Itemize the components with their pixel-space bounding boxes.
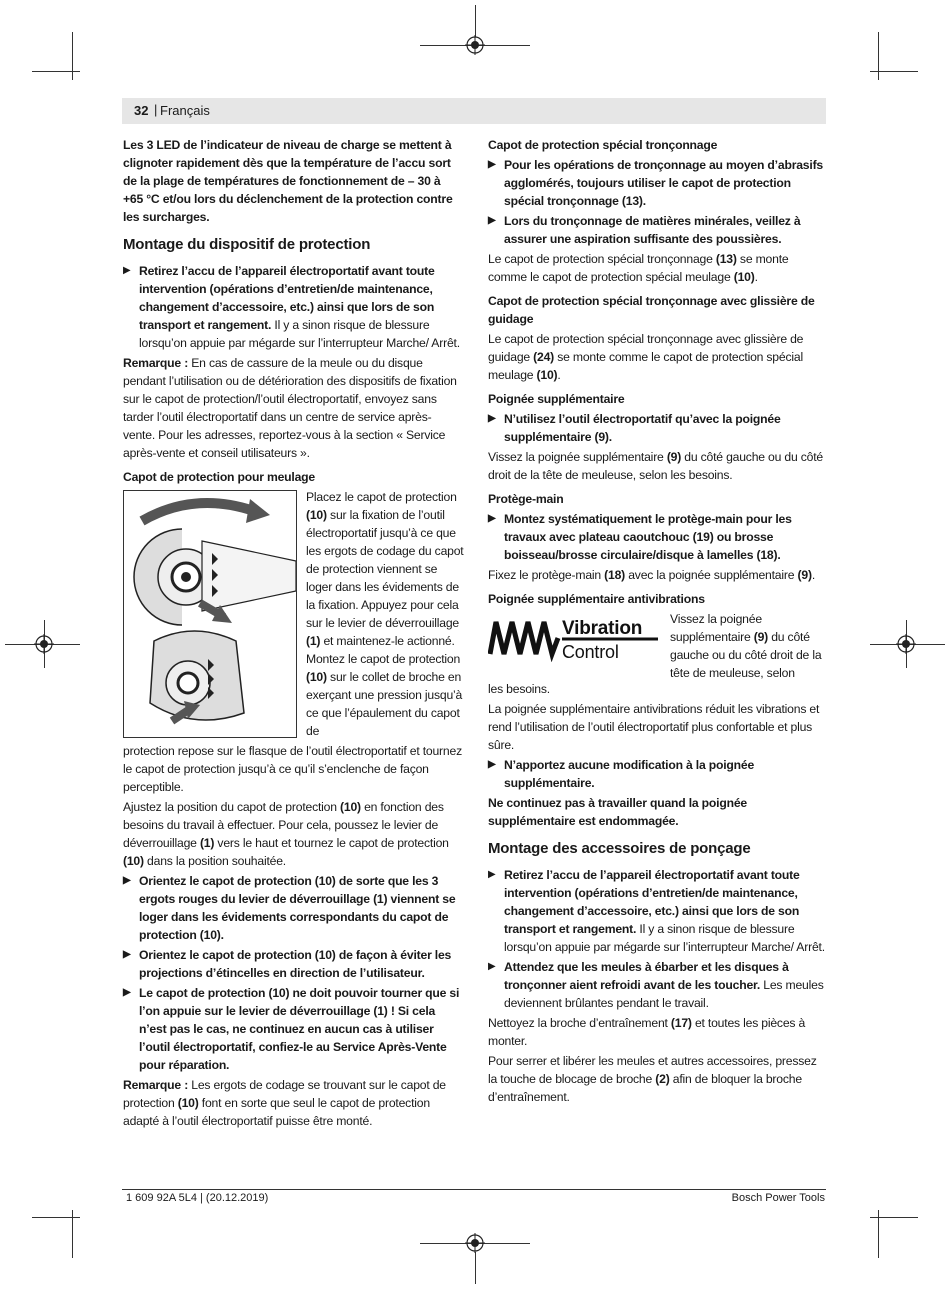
guard-mounting-illustration	[123, 490, 297, 738]
subheading-tronconnage: Capot de protection spécial tronçonnage	[488, 138, 718, 152]
bullet-arrow-icon: ▶	[123, 875, 131, 886]
text-span: afin de bloquer la broche d’entraînement.	[488, 1072, 802, 1104]
reference-number: (17)	[670, 1016, 692, 1030]
right-column	[488, 136, 828, 1108]
text-span: Vissez la poignée supplémentaire	[670, 612, 762, 644]
bullet-arrow-icon: ▶	[488, 961, 496, 972]
text-span: Vissez la poignée supplémentaire	[488, 450, 667, 464]
text-span: Fixez le protège-main	[488, 568, 605, 582]
bullet-text: N’utilisez l’outil électroportatif qu’avec la poignée supplémentaire (9).	[504, 412, 781, 444]
text-span: .	[811, 568, 815, 582]
remark-label: Remarque :	[123, 356, 189, 370]
reference-number: (13)	[715, 252, 737, 266]
body-paragraph	[488, 566, 828, 584]
bullet-text: N’apportez aucune modification à la poignée supplémentaire.	[504, 758, 755, 790]
crop-mark	[878, 32, 879, 80]
page-header	[122, 98, 826, 124]
text-span: Nettoyez la broche d’entraînement	[488, 1016, 671, 1030]
subheading-poignee: Poignée supplémentaire	[488, 392, 625, 406]
footer-doc-id: 1 609 92A 5L4 | (20.12.2019)	[126, 1192, 269, 1204]
bullet-arrow-icon: ▶	[123, 949, 131, 960]
reference-number: (9)	[666, 450, 682, 464]
text-span: du côté gauche ou du côté droit de la tête de meuleuse, selon	[670, 630, 822, 680]
bullet-text: Orientez le capot de protection (10) de façon à éviter les projections d’étincelles en direction de l’utilisateur.	[139, 948, 452, 980]
bullet-item	[488, 958, 828, 1012]
reference-number: (10)	[306, 670, 327, 684]
bullet-item	[123, 984, 463, 1074]
bullet-arrow-icon: ▶	[488, 869, 496, 880]
bullet-arrow-icon: ▶	[488, 759, 496, 770]
bullet-item	[488, 510, 828, 564]
footer-divider	[122, 1189, 826, 1190]
body-paragraph	[488, 330, 828, 384]
body-paragraph: La poignée supplémentaire antivibrations réduit les vibrations et rend l’utilisation de l’outil électroportatif plus confortable et plus sûre.	[488, 702, 820, 752]
reference-number: (9)	[753, 630, 769, 644]
body-paragraph	[488, 250, 828, 286]
reference-number: (9)	[797, 568, 812, 582]
text-span: et toutes les pièces à monter.	[488, 1016, 806, 1048]
text-span: sur la fixation de l’outil électroportatif jusqu’à ce que les ergots de codage du capot de protection viennent se loger dans les évidements de la fixation. Appuyez pour cela sur le levier de déverrouillage	[306, 508, 464, 630]
remark-label: Remarque :	[123, 1078, 189, 1092]
figure-continuation: protection repose sur le flasque de l’outil électroportatif et tournez le capot de protection jusqu’à ce qu’il s’enclenche de façon perceptible.	[123, 744, 462, 794]
bullet-text: Lors du tronçonnage de matières minérales, veillez à assurer une aspiration suffisante des poussières.	[504, 214, 801, 246]
reference-number: (10)	[177, 1096, 199, 1110]
bullet-text: Les meules deviennent brûlantes pendant le travail.	[504, 978, 824, 1010]
reference-number: (2)	[655, 1072, 670, 1086]
subheading-meulage: Capot de protection pour meulage	[123, 470, 315, 484]
text-span: vers le haut et tournez le capot de protection	[214, 836, 449, 850]
bullet-bold-text: Retirez l’accu de l’appareil électroportatif avant toute intervention (opérations d’entretien/de maintenance, changement d’accessoire, etc.) ainsi que lors de son transport et rangement.	[139, 264, 435, 332]
logo-word-control: Control	[562, 642, 619, 662]
remark-text: font en sorte que seul le capot de protection adapté à l’outil électroportatif puisse être monté.	[123, 1096, 430, 1128]
bullet-text: Montez systématiquement le protège-main pour les travaux avec plateau caoutchouc (19) ou brosse boisseau/brosse circulaire/disque à lamelles (18).	[504, 512, 792, 562]
adjust-paragraph	[123, 798, 463, 870]
remark-paragraph	[123, 354, 463, 462]
text-span: se monte comme le capot de protection spécial meulage	[488, 252, 789, 284]
bullet-arrow-icon: ▶	[488, 215, 496, 226]
figure-caption-text	[306, 488, 466, 740]
text-span: sur le collet de broche en exerçant une pression jusqu’à ce que l’épaulement du capot de	[306, 670, 463, 738]
remark-text: En cas de cassure de la meule ou du disque pendant l’utilisation ou de détérioration des dispositifs de fixation sur le capot de protection/l’outil électroportatif, envoyez sans tarder l’outil électroportatif dans un centre de service après-vente. Pour les adresses, reportez-vous à la section « Service après-vente et conseil utilisateurs ».	[123, 356, 457, 460]
reference-number: (10)	[306, 508, 327, 522]
bullet-text: Pour les opérations de tronçonnage au moyen d’abrasifs agglomérés, toujours utiliser le capot de protection spécial tronçonnage (13).	[504, 158, 824, 208]
text-span: Pour serrer et libérer les meules et autres accessoires, pressez la touche de blocage de broche	[488, 1054, 817, 1086]
reference-number: (24)	[533, 350, 555, 364]
vibration-text	[670, 610, 830, 682]
warning-paragraph: Ne continuez pas à travailler quand la poignée supplémentaire est endommagée.	[488, 796, 747, 828]
logo-word-vibration: Vibration	[562, 618, 643, 639]
bullet-arrow-icon: ▶	[123, 987, 131, 998]
figure-block	[123, 488, 463, 742]
bullet-item	[488, 410, 828, 446]
crop-mark	[32, 71, 80, 72]
text-span: se monte comme le capot de protection spécial meulage	[488, 350, 803, 382]
registration-mark-icon	[34, 634, 54, 654]
bullet-arrow-icon: ▶	[488, 513, 496, 524]
section-heading-poncage: Montage des accessoires de ponçage	[488, 840, 751, 857]
led-warning-paragraph: Les 3 LED de l’indicateur de niveau de charge se mettent à clignoter rapidement dès que la température de l’accu sort de la plage de températures de fonctionnement de – 30 à +65 °C et/ou lors du déclenchement de la protection contre les surcharges.	[123, 138, 453, 224]
text-span: Ajustez la position du capot de protection	[123, 800, 341, 814]
bullet-item	[488, 756, 828, 792]
page-number: 32	[134, 103, 149, 118]
crop-mark	[870, 1217, 918, 1218]
header-separator: |	[154, 102, 158, 117]
registration-mark-icon	[465, 1233, 485, 1253]
remark-text: Les ergots de codage se trouvant sur le capot de protection	[123, 1078, 446, 1110]
text-span: .	[557, 368, 561, 382]
body-paragraph	[488, 1052, 828, 1106]
bullet-item	[123, 946, 463, 982]
bullet-arrow-icon: ▶	[488, 413, 496, 424]
reference-number: (18)	[604, 568, 626, 582]
bullet-item	[488, 866, 828, 956]
rotation-arrow	[142, 503, 254, 521]
text-span: Placez le capot de protection	[306, 490, 457, 504]
text-span: dans la position souhaitée.	[143, 854, 286, 868]
bullet-bold-text: Retirez l’accu de l’appareil électroportatif avant toute intervention (opérations d’entretien/de maintenance, changement d’accessoire, etc.) ainsi que lors de son transport et rangement.	[504, 868, 800, 936]
bullet-arrow-icon: ▶	[123, 265, 131, 276]
vibration-continuation: les besoins.	[488, 682, 550, 696]
left-column	[123, 136, 463, 1132]
bullet-text: Il y a sinon risque de blessure lorsqu’on appuie par mégarde sur l’interrupteur Marche/ Arrêt.	[504, 922, 825, 954]
footer-brand: Bosch Power Tools	[731, 1192, 825, 1204]
bullet-item	[488, 212, 828, 248]
text-span: Le capot de protection spécial tronçonnage avec glissière de guidage	[488, 332, 804, 364]
subheading-protege-main: Protège-main	[488, 492, 564, 506]
body-paragraph	[488, 1014, 828, 1050]
bullet-item	[123, 872, 463, 944]
bullet-text: Le capot de protection (10) ne doit pouvoir tourner que si l’on appuie sur le levier de déverrouillage (1) ! Si cela n’est pas le cas, ne continuez en aucun cas à utiliser l’outil électroportatif, confiez-le au Service Après-Vente pour réparation.	[139, 986, 460, 1072]
crop-mark	[72, 32, 73, 80]
crop-mark	[475, 1252, 476, 1284]
text-span: .	[754, 270, 758, 284]
body-paragraph	[488, 448, 828, 484]
reference-number: (10)	[536, 368, 558, 382]
subheading-glissiere: Capot de protection spécial tronçonnage avec glissière de guidage	[488, 294, 815, 326]
reference-number: (1)	[199, 836, 215, 850]
header-language: Français	[160, 103, 210, 118]
text-span: du côté gauche ou du côté droit de la tête de meuleuse, selon les besoins.	[488, 450, 823, 482]
bullet-item	[123, 262, 463, 352]
reference-number: (10)	[340, 800, 361, 814]
crop-mark	[870, 71, 918, 72]
text-span: avec la poignée supplémentaire	[625, 568, 798, 582]
subheading-antivibrations: Poignée supplémentaire antivibrations	[488, 592, 705, 606]
text-span: en fonction des besoins du travail à effectuer. Pour cela, poussez le levier de déverrouillage	[123, 800, 444, 850]
reference-number: (10)	[123, 854, 144, 868]
vibration-control-logo	[488, 614, 660, 662]
bullet-arrow-icon: ▶	[488, 159, 496, 170]
crop-mark	[32, 1217, 80, 1218]
text-span: et maintenez-le actionné. Montez le capot de protection	[306, 634, 461, 666]
crop-mark	[475, 5, 476, 37]
remark-paragraph	[123, 1076, 463, 1130]
vibration-control-block	[488, 610, 828, 680]
reference-number: (10)	[733, 270, 755, 284]
reference-number: (1)	[306, 634, 321, 648]
registration-mark-icon	[896, 634, 916, 654]
bullet-text: Il y a sinon risque de blessure lorsqu’on appuie par mégarde sur l’interrupteur Marche/ Arrêt.	[139, 318, 460, 350]
registration-mark-icon	[465, 35, 485, 55]
bullet-text: Orientez le capot de protection (10) de sorte que les 3 ergots rouges du levier de déverrouillage (1) viennent se loger dans les évidements correspondants du capot de protection (10).	[139, 874, 456, 942]
section-heading-montage: Montage du dispositif de protection	[123, 236, 371, 253]
bullet-bold-text: Attendez que les meules à ébarber et les disques à tronçonner aient refroidi avant de les toucher.	[504, 960, 789, 992]
bullet-item	[488, 156, 828, 210]
text-span: Le capot de protection spécial tronçonnage	[488, 252, 716, 266]
